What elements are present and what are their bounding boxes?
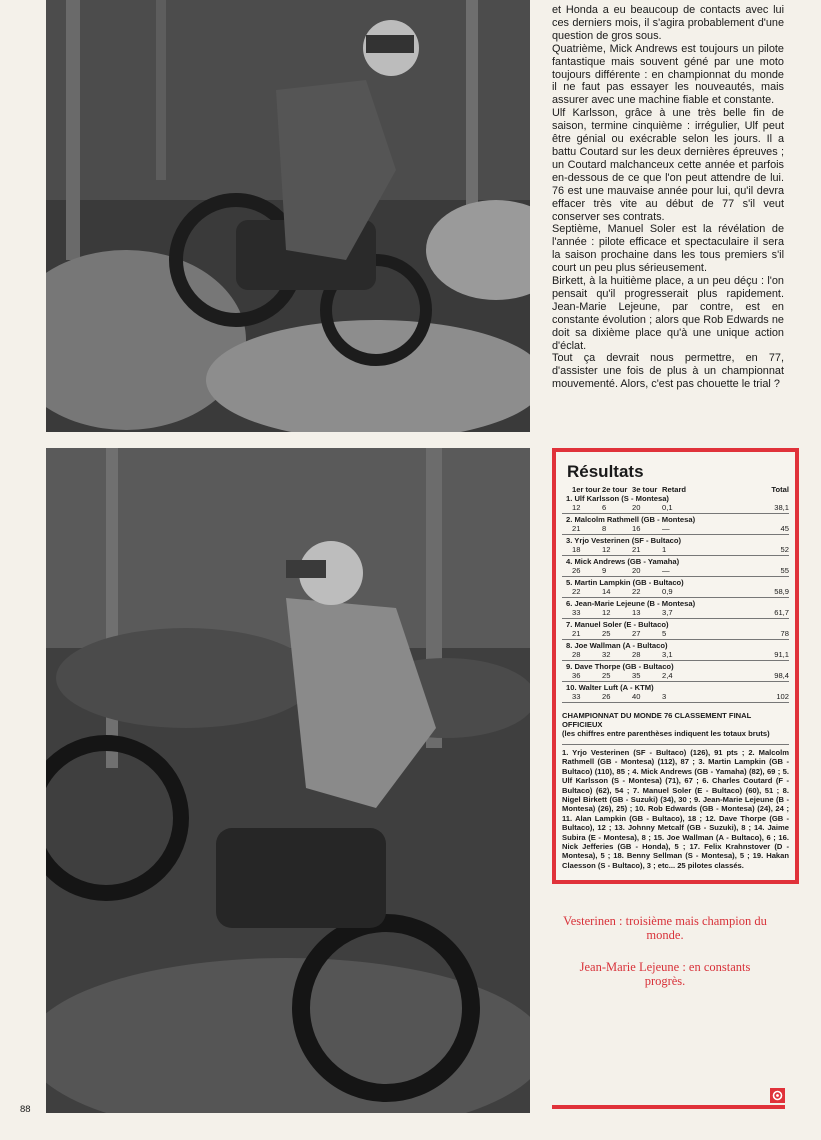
article-paragraph: Septième, Manuel Soler est la révélation de l'année : pilote efficace et spectaculaire il sera la saison prochaine dans les tous premiers s'il court un peu plus sérieusement.: [552, 223, 784, 275]
result-name: 3. Yrjo Vesterinen (SF - Bultaco): [566, 536, 682, 545]
article-paragraph: Ulf Karlsson, grâce à une très belle fin de saison, termine cinquième : irrégulier, Ulf peut être génial ou exécrable selon les jours. Il a battu Coutard sur les deux dernières épreuves ; un Coutard malchanceux cette année et parfois en-dessous de ce que l'on peut attendre de lui. 76 est une mauvaise année pour lui, qu'il devra effacer très vite au début de 77 s'il veut conserver ses contrats.: [552, 107, 784, 223]
result-value: 14: [602, 587, 611, 596]
results-box: [552, 448, 799, 884]
result-total: 102: [776, 692, 789, 701]
result-value: 20: [632, 503, 641, 512]
photo-mick-andrews: [46, 0, 530, 432]
result-value: 28: [572, 650, 581, 659]
result-value: 22: [572, 587, 581, 596]
result-value: 6: [602, 503, 607, 512]
results-header: [562, 485, 789, 494]
result-total: 52: [780, 545, 789, 554]
championship-note: (les chiffres entre parenthèses indiquent les totaux bruts): [562, 729, 770, 738]
result-value: 3,7: [662, 608, 673, 617]
result-value: 5: [662, 629, 667, 638]
result-value: 35: [632, 671, 641, 680]
result-name: 10. Walter Luft (A - KTM): [566, 683, 654, 692]
caption-lejeune: Jean-Marie Lejeune : en constants progrès.: [579, 960, 751, 988]
result-name: 1. Ulf Karlsson (S - Montesa): [566, 494, 669, 503]
result-name: 9. Dave Thorpe (GB - Bultaco): [566, 662, 674, 671]
result-row: [562, 494, 789, 514]
header-tour-1: 1er tour: [572, 485, 601, 494]
result-value: 32: [602, 650, 611, 659]
result-value: 36: [572, 671, 581, 680]
result-value: 28: [632, 650, 641, 659]
result-value: 18: [572, 545, 581, 554]
result-total: 98,4: [774, 671, 789, 680]
result-total: 38,1: [774, 503, 789, 512]
result-value: 12: [602, 545, 611, 554]
result-value: —: [662, 524, 670, 533]
result-value: 25: [602, 629, 611, 638]
result-total: 55: [780, 566, 789, 575]
result-row: [562, 662, 789, 682]
result-value: 9: [602, 566, 607, 575]
result-row: [562, 599, 789, 619]
result-value: 0,1: [662, 503, 673, 512]
header-total: Total: [771, 485, 789, 494]
photo-vesterinen: [46, 448, 530, 1113]
result-total: 61,7: [774, 608, 789, 617]
article-paragraph: Birkett, à la huitième place, a un peu déçu : l'on pensait qu'il progresserait plus rapidement. Jean-Marie Lejeune, par contre, est en constante évolution ; alors que Rob Edwards ne doit sa dixième place qu'à une unique action d'éclat.: [552, 275, 784, 352]
result-total: 58,9: [774, 587, 789, 596]
article-paragraph: et Honda a eu beaucoup de contacts avec lui ces derniers mois, il s'agira probablement d'une question de gros sous.: [552, 4, 784, 42]
article-paragraph: Quatrième, Mick Andrews est toujours un pilote fantastique mais souvent géné par une moto toujours différente : en championnat du monde il ne faut pas essayer les nouveautés, mais assurer avec une machine fiable et constante.: [552, 42, 784, 107]
result-row: [562, 515, 789, 535]
page-number: 88: [20, 1104, 31, 1115]
result-total: 91,1: [774, 650, 789, 659]
championship-title: CHAMPIONNAT DU MONDE 76 CLASSEMENT FINAL OFFICIEUX: [562, 711, 752, 729]
result-name: 5. Martin Lampkin (GB - Bultaco): [566, 578, 684, 587]
result-name: 8. Joe Wallman (A - Bultaco): [566, 641, 668, 650]
result-value: 27: [632, 629, 641, 638]
article-paragraph: Tout ça devrait nous permettre, en 77, d'assister une fois de plus à un championnat mouvementé. Alors, c'est pas chouette le trial ?: [552, 352, 784, 391]
result-value: 21: [572, 629, 581, 638]
result-value: 12: [572, 503, 581, 512]
result-value: 21: [572, 524, 581, 533]
result-value: —: [662, 566, 670, 575]
result-name: 4. Mick Andrews (GB - Yamaha): [566, 557, 680, 566]
result-row: [562, 641, 789, 661]
result-name: 7. Manuel Soler (E - Bultaco): [566, 620, 669, 629]
result-value: 0,9: [662, 587, 673, 596]
result-row: [562, 536, 789, 556]
result-row: [562, 578, 789, 598]
result-total: 78: [780, 629, 789, 638]
result-value: 8: [602, 524, 607, 533]
result-row: [562, 557, 789, 577]
result-value: 20: [632, 566, 641, 575]
result-value: 16: [632, 524, 641, 533]
result-value: 33: [572, 608, 581, 617]
result-value: 25: [602, 671, 611, 680]
result-value: 33: [572, 692, 581, 701]
result-value: 13: [632, 608, 641, 617]
article-text: [552, 4, 784, 391]
result-name: 2. Malcolm Rathmell (GB - Montesa): [566, 515, 696, 524]
result-row: [562, 683, 789, 703]
result-row: [562, 620, 789, 640]
result-value: 26: [602, 692, 611, 701]
header-retard: Retard: [662, 485, 687, 494]
result-value: 21: [632, 545, 641, 554]
result-value: 1: [662, 545, 667, 554]
result-name: 6. Jean-Marie Lejeune (B - Montesa): [566, 599, 696, 608]
result-value: 40: [632, 692, 641, 701]
header-tour-2: 2e tour: [602, 485, 628, 494]
result-value: 3: [662, 692, 667, 701]
bottom-rule: [552, 1105, 785, 1109]
championship-standings: 1. Yrjo Vesterinen (SF - Bultaco) (126), 91 pts ; 2. Malcolm Rathmell (GB - Montesa) (112), 87 ; 3. Martin Lampkin (GB - Bultaco) (110), 85 ; 4. Mick Andrews (GB - Yamaha) (82), 69 ; 5. Ulf Karlsson (S - Montesa) (71), 67 ; 6. Charles Coutard (F - Bultaco) (62), 54 ; 7. Manuel Soler (E - Bultaco) (60), 51 ; 8. Nigel Birkett (GB - Suzuki) (34), 30 ; 9. Jean-Marie Lejeune (B - Montesa) (26), 25) ; 10. Rob Edwards (GB - Montesa) (24), 24 ; 11. Alan Lampkin (GB - Bultaco), 18 ; 12. Dave Thorpe (GB - Bultaco), 12 ; 13. Johnny Metcalf (GB - Suzuki), 8 ; 14. Jaime Subira (E - Montesa), 8 ; 15. Joe Wallman (A - Bultaco), 6 ; 16. Nick Jefferies (GB - Honda), 5 ; 17. Felix Krahnstover (D - Montesa), 5 ; 18. Benny Sellman (S - Montesa), 5 ; 19. Hakan Claesson (S - Bultaco), 3 ; etc... 25 pilotes classés.: [562, 744, 789, 870]
result-value: 26: [572, 566, 581, 575]
result-value: 12: [602, 608, 611, 617]
result-value: 2,4: [662, 671, 673, 680]
result-value: 3,1: [662, 650, 673, 659]
result-total: 45: [780, 524, 789, 533]
target-logo-icon: [770, 1088, 785, 1103]
caption-vesterinen: Vesterinen : troisième mais champion du monde.: [563, 914, 767, 942]
result-value: 22: [632, 587, 641, 596]
results-title: Résultats: [567, 462, 644, 481]
header-tour-3: 3e tour: [632, 485, 658, 494]
